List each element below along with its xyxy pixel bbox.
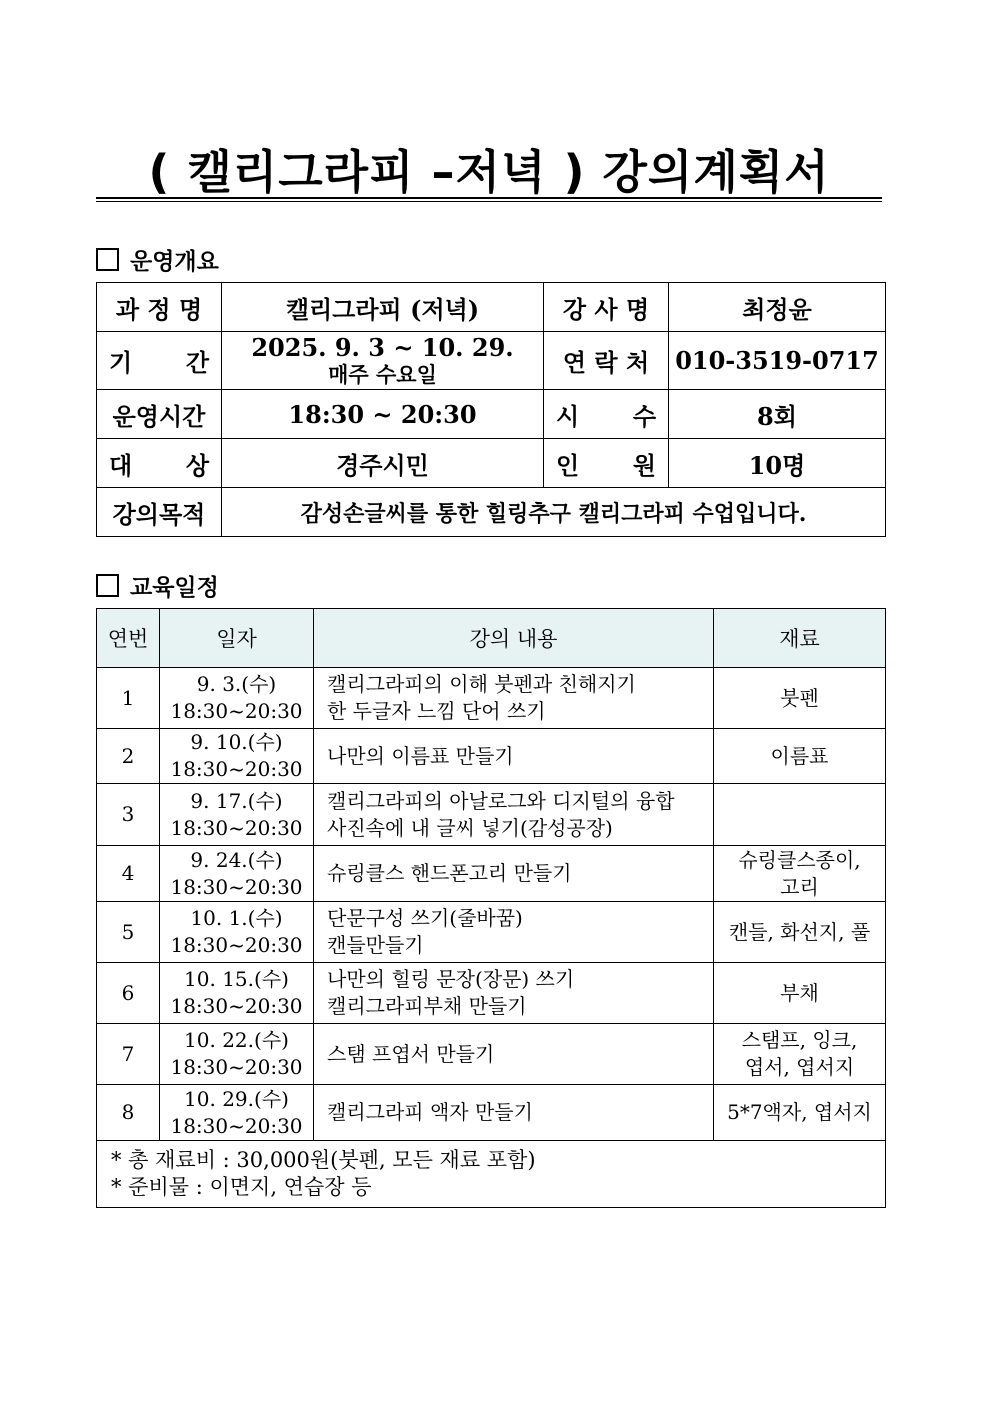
- row-content-line2: 사진속에 내 글씨 넣기(감성공장): [327, 815, 613, 840]
- row-no: 1: [97, 668, 160, 729]
- overview-row-time: [97, 390, 886, 439]
- row-material-line1: 슈링클스종이,: [738, 847, 861, 872]
- row-date: [160, 668, 314, 729]
- row-content-line1: 캘리그라피의 아날로그와 디지털의 융합: [327, 788, 675, 813]
- sessions-value: 8회: [669, 390, 886, 439]
- row-material-line1: 스탬프, 잉크,: [741, 1028, 858, 1052]
- schedule-row: [97, 668, 886, 729]
- row-no: 6: [97, 963, 160, 1024]
- row-date-time: 18:30~20:30: [170, 699, 303, 723]
- row-material: [714, 1085, 886, 1141]
- time-value: 18:30 ~ 20:30: [222, 390, 544, 439]
- title-underline: [96, 197, 882, 199]
- row-content: [314, 729, 714, 784]
- row-date-time: 18:30~20:30: [170, 1113, 303, 1138]
- row-material: [714, 963, 886, 1024]
- row-material-line1: 붓펜: [780, 685, 819, 710]
- course-label: 과 정 명: [97, 283, 222, 332]
- row-date: [160, 963, 314, 1024]
- time-label: 운영시간: [97, 390, 222, 439]
- row-date-time: 18:30~20:30: [170, 933, 303, 957]
- row-date: [160, 729, 314, 784]
- title-underline-thin: [96, 201, 882, 202]
- row-material-line1: 캔들, 화선지, 풀: [728, 919, 871, 944]
- row-content-line2: 캘리그라피부채 만들기: [327, 994, 527, 1018]
- row-date-day: 9. 24.(수): [190, 847, 283, 872]
- row-content: [314, 963, 714, 1024]
- row-date: [160, 846, 314, 902]
- schedule-row: [97, 902, 886, 963]
- capacity-value: 10명: [669, 439, 886, 488]
- row-no: 7: [97, 1024, 160, 1085]
- row-date-day: 9. 17.(수): [190, 788, 283, 813]
- schedule-row: [97, 1024, 886, 1085]
- row-material-line1: 부채: [780, 980, 819, 1005]
- target-label: 대 상: [97, 439, 222, 488]
- section-schedule-label: 교육일정: [130, 575, 219, 601]
- row-content-line1: 캘리그라피의 이해 붓펜과 친해지기: [327, 672, 636, 696]
- header-material: 재료: [714, 609, 886, 668]
- header-date: 일자: [160, 609, 314, 668]
- row-date-day: 10. 22.(수): [184, 1028, 289, 1052]
- row-date: [160, 784, 314, 846]
- row-content: [314, 784, 714, 846]
- schedule-row: [97, 846, 886, 902]
- schedule-notes-row: [97, 1141, 886, 1208]
- schedule-row: [97, 1085, 886, 1141]
- header-no: 연번: [97, 609, 160, 668]
- row-content: [314, 668, 714, 729]
- checkbox-square-icon: [96, 574, 119, 597]
- row-no: 2: [97, 729, 160, 784]
- overview-table: [96, 282, 886, 537]
- row-content-line1: 단문구성 쓰기(줄바꿈): [327, 906, 523, 930]
- period-value: 2025. 9. 3 ~ 10. 29. 매주 수요일: [222, 332, 544, 390]
- capacity-label: 인 원: [544, 439, 669, 488]
- row-content: [314, 846, 714, 902]
- row-content-line2: 캔들만들기: [327, 933, 424, 957]
- period-label: 기 간: [97, 332, 222, 390]
- row-date-time: 18:30~20:30: [170, 994, 303, 1018]
- row-date: [160, 1024, 314, 1085]
- row-material: [714, 668, 886, 729]
- row-no: 8: [97, 1085, 160, 1141]
- row-date-time: 18:30~20:30: [170, 815, 303, 840]
- purpose-value: 감성손글씨를 통한 힐링추구 캘리그라피 수업입니다.: [222, 488, 886, 537]
- row-date-day: 9. 3.(수): [196, 672, 277, 696]
- instructor-value: 최정윤: [669, 283, 886, 332]
- row-content: [314, 902, 714, 963]
- row-date-time: 18:30~20:30: [170, 874, 303, 899]
- purpose-label: 강의목적: [97, 488, 222, 537]
- checkbox-square-icon: [96, 248, 119, 271]
- target-value: 경주시민: [222, 439, 544, 488]
- row-date-time: 18:30~20:30: [170, 757, 303, 781]
- schedule-table: [96, 608, 886, 1208]
- row-material: [714, 1024, 886, 1085]
- overview-row-period: [97, 332, 886, 390]
- page-title: ( 캘리그라피 –저녁 ) 강의계획서: [148, 145, 830, 199]
- schedule-row: [97, 784, 886, 846]
- section-schedule-heading: [96, 569, 219, 602]
- row-no: 4: [97, 846, 160, 902]
- row-content-line1: 스탬 프엽서 만들기: [327, 1041, 495, 1066]
- row-content-line1: 슈링클스 핸드폰고리 만들기: [327, 861, 572, 885]
- schedule-row: [97, 963, 886, 1024]
- section-overview-heading: [96, 243, 219, 276]
- row-date: [160, 902, 314, 963]
- row-date-day: 9. 10.(수): [190, 730, 283, 754]
- sessions-label: 시 수: [544, 390, 669, 439]
- row-no: 5: [97, 902, 160, 963]
- row-content-line1: 나만의 힐링 문장(장문) 쓰기: [327, 967, 575, 991]
- schedule-row: [97, 729, 886, 784]
- contact-label: 연 락 처: [544, 332, 669, 390]
- row-content-line1: 캘리그라피 액자 만들기: [327, 1100, 533, 1124]
- note-supplies: * 준비물 : 이면지, 연습장 등: [111, 1175, 372, 1199]
- schedule-notes: [97, 1141, 886, 1208]
- row-date: [160, 1085, 314, 1141]
- row-date-time: 18:30~20:30: [170, 1055, 303, 1079]
- row-material: [714, 729, 886, 784]
- row-material-line1: 5*7액자, 엽서지: [727, 1100, 872, 1124]
- row-material-line2: 엽서, 엽서지: [744, 1055, 855, 1079]
- row-content: [314, 1085, 714, 1141]
- section-overview-label: 운영개요: [130, 249, 219, 275]
- course-value: 캘리그라피 (저녁): [222, 283, 544, 332]
- header-content: 강의 내용: [314, 609, 714, 668]
- row-content: [314, 1024, 714, 1085]
- row-date-day: 10. 29.(수): [184, 1086, 289, 1111]
- row-material: [714, 784, 886, 846]
- row-material-line2: 고리: [780, 874, 819, 899]
- overview-row-course: [97, 283, 886, 332]
- overview-row-purpose: [97, 488, 886, 537]
- row-material-line1: 이름표: [770, 743, 829, 768]
- note-material-fee: * 총 재료비 : 30,000원(붓펜, 모든 재료 포함): [111, 1148, 536, 1172]
- row-date-day: 10. 1.(수): [190, 906, 283, 930]
- instructor-label: 강 사 명: [544, 283, 669, 332]
- row-material: [714, 846, 886, 902]
- row-material: [714, 902, 886, 963]
- contact-value: 010-3519-0717: [669, 332, 886, 390]
- row-no: 3: [97, 784, 160, 846]
- row-content-line1: 나만의 이름표 만들기: [327, 743, 514, 768]
- row-date-day: 10. 15.(수): [184, 967, 289, 991]
- overview-row-target: [97, 439, 886, 488]
- row-content-line2: 한 두글자 느낌 단어 쓰기: [327, 699, 546, 723]
- schedule-header-row: [97, 609, 886, 668]
